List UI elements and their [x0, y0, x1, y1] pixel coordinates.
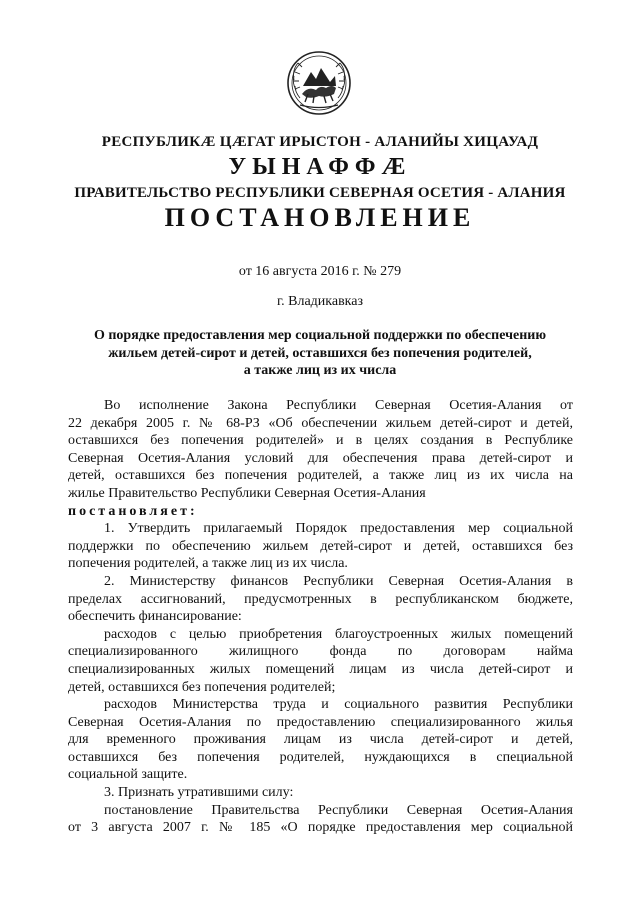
body-line: жилье Правительство Республики Северная Осетия-Алания	[68, 485, 426, 501]
body-line: Северная Осетия-Алания условий для обеспечения права детей-сирот и	[68, 450, 573, 466]
body-line: постановление Правительства Республики Северная Осетия-Алания	[104, 802, 573, 818]
document-title	[60, 327, 580, 380]
document-type: ПОСТАНОВЛЕНИЕ	[164, 203, 476, 232]
body-line: социальной защите.	[68, 767, 188, 783]
body-line: пределах ассигнований, предусмотренных в республиканском бюджете,	[68, 591, 573, 607]
body-line: Во исполнение Закона Республики Северная Осетия-Алания от	[104, 398, 573, 413]
body-line: оставшихся без попечения родителей» и в целях создания в Республике	[68, 433, 573, 449]
title-line: жильем детей-сирот и детей, оставшихся без попечения родителей,	[108, 345, 532, 361]
title-line: О порядке предоставления мер социальной поддержки по обеспечению	[93, 328, 547, 343]
body-line: детей, оставшихся без попечения родителей, а также лиц из их числа на	[68, 468, 573, 484]
body-line: для временного проживания лицам из числа детей-сирот и детей,	[68, 732, 573, 748]
body-line: оставшихся без попечения родителей, нуждающихся в специальной	[68, 749, 573, 765]
body-line: обеспечить финансирование:	[68, 609, 242, 625]
body-line: 22 декабря 2005 г. № 68-РЗ «Об обеспечении жильем детей-сирот и детей,	[68, 415, 573, 431]
header-line-russian: ПРАВИТЕЛЬСТВО РЕСПУБЛИКИ СЕВЕРНАЯ ОСЕТИЯ - АЛАНИЯ	[74, 185, 566, 201]
document-city: г. Владикавказ	[276, 294, 364, 309]
title-line: а также лиц из их числа	[243, 363, 397, 378]
body-line: 1. Утвердить прилагаемый Порядок предоставления мер социальной	[104, 521, 573, 537]
body-line-resolves: постановляет:	[68, 503, 198, 519]
document-date-number: от 16 августа 2016 г. № 279	[238, 264, 402, 279]
coat-of-arms-icon	[286, 50, 352, 116]
document-body	[68, 397, 573, 837]
body-line: расходов с целью приобретения благоустроенных жилых помещений	[104, 626, 573, 642]
body-line: попечения родителей, а также лиц из их числа.	[68, 556, 348, 572]
body-line: 3. Признать утратившими силу:	[104, 785, 294, 801]
header-line-ossetian: РЕСПУБЛИКÆ ЦÆГАТ ИРЫСТОН - АЛАНИЙЫ ХИЦАУАД	[101, 134, 539, 150]
body-line: расходов Министерства труда и социального развития Республики	[104, 697, 573, 713]
header-title-ossetian: УЫНАФФÆ	[228, 154, 412, 180]
body-line: специализированных жилых помещений лицам из числа детей-сирот и	[68, 661, 573, 677]
body-line: 2. Министерству финансов Республики Северная Осетия-Алания в	[104, 573, 573, 589]
body-line: от 3 августа 2007 г. № 185 «О порядке предоставления мер социальной	[68, 820, 573, 836]
body-line: специализированного жилищного фонда по договорам найма	[68, 644, 573, 660]
body-line: Северная Осетия-Алания по предоставлению специализированного жилья	[68, 714, 573, 730]
body-line: поддержки по обеспечению жильем детей-сирот и детей, оставшихся без	[68, 538, 573, 554]
body-line: детей, оставшихся без попечения родителей;	[68, 679, 336, 695]
